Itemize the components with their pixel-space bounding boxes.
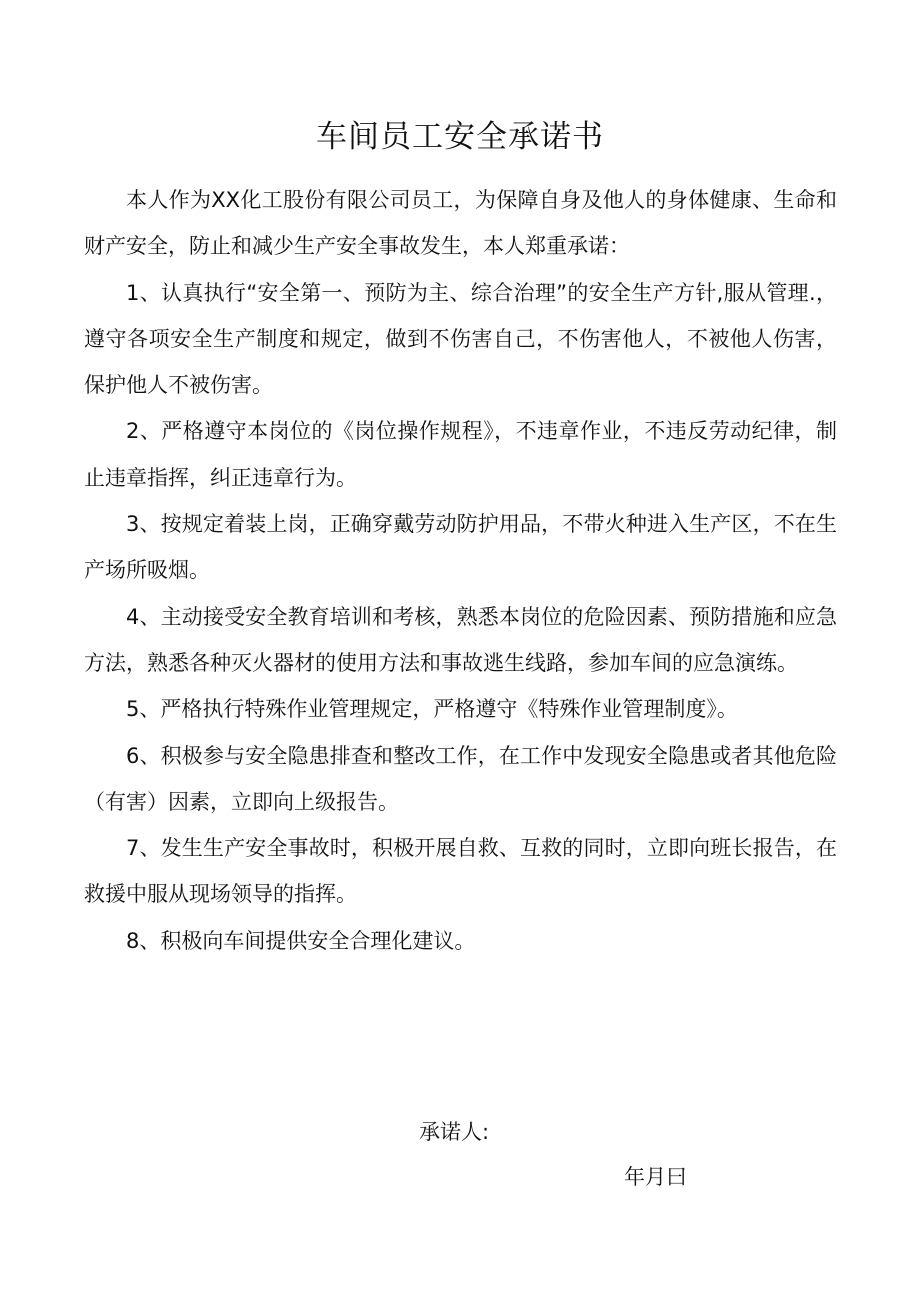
commitment-item-4: 4、主动接受安全教育培训和考核，熟悉本岗位的危险因素、预防措施和应急方法，熟悉各种灭火器材的使用方法和事故逃生线路，参加车间的应急演练。 <box>84 604 837 675</box>
commitment-item-2: 2、严格遵守本岗位的《岗位操作规程》，不违章作业，不违反劳动纪律，制止违章指挥，纠正违章行为。 <box>84 419 837 490</box>
document-body <box>84 177 837 964</box>
document-title: 车间员工安全承诺书 <box>316 119 604 155</box>
commitment-item-3: 3、按规定着装上岗，正确穿戴劳动防护用品，不带火种进入生产区，不在生产场所吸烟。 <box>84 512 837 583</box>
commitment-item-1: 1、认真执行“安全第一、预防为主、综合治理”的安全生产方针,服从管理.，遵守各项安全生产制度和规定，做到不伤害自己，不伤害他人，不被他人伤害，保护他人不被伤害。 <box>84 280 837 398</box>
commitment-item-7: 7、发生生产安全事故时，积极开展自救、互救的同时，立即向班长报告，在救援中服从现场领导的指挥。 <box>84 836 837 907</box>
date-label: 年月曰 <box>624 1165 687 1189</box>
signer-label: 承诺人: <box>419 1120 490 1144</box>
commitment-item-8: 8、积极向车间提供安全合理化建议。 <box>126 928 476 953</box>
commitment-item-5: 5、严格执行特殊作业管理规定，严格遵守《特殊作业管理制度》。 <box>126 697 738 722</box>
commitment-item-6: 6、积极参与安全隐患排查和整改工作，在工作中发现安全隐患或者其他危险（有害）因素，立即向上级报告。 <box>84 743 837 814</box>
intro-paragraph: 本人作为XX化工股份有限公司员工，为保障自身及他人的身体健康、生命和财产安全，防止和减少生产安全事故发生，本人郑重承诺： <box>84 188 837 259</box>
